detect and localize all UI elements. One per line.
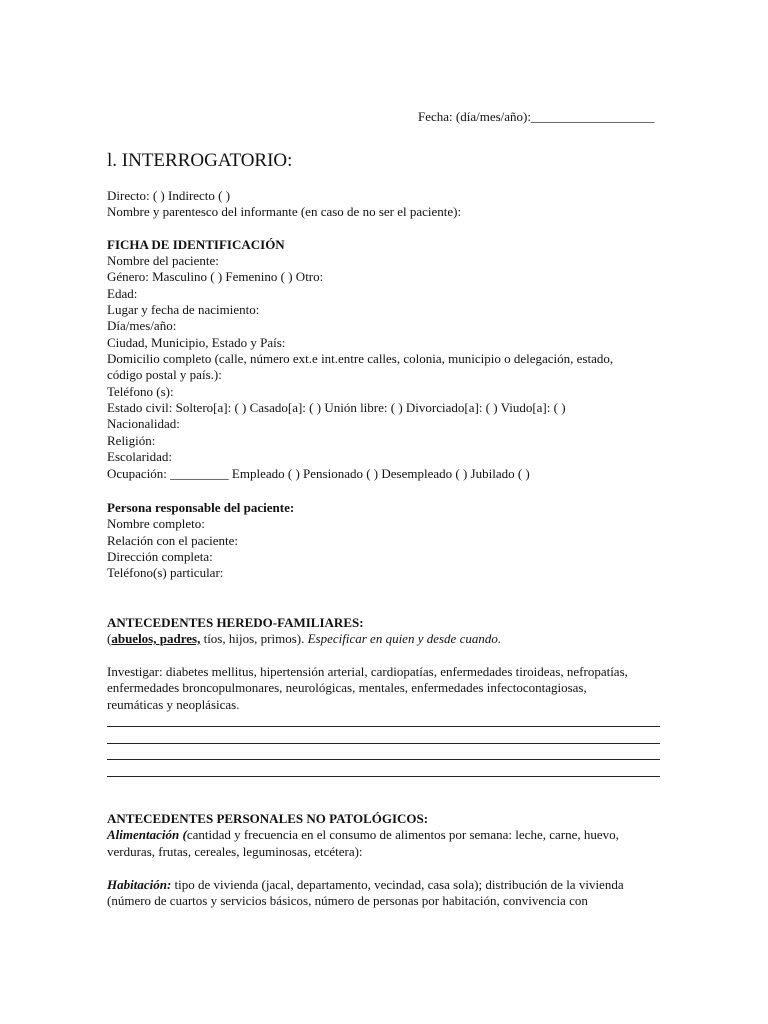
no-patologicos-heading: ANTECEDENTES PERSONALES NO PATOLÓGICOS: bbox=[107, 811, 429, 826]
answer-line[interactable] bbox=[107, 726, 660, 727]
ficha-line[interactable]: Edad: bbox=[107, 286, 138, 301]
answer-line[interactable] bbox=[107, 776, 660, 777]
ficha-line[interactable]: Teléfono (s): bbox=[107, 384, 174, 399]
responsable-line[interactable]: Relación con el paciente: bbox=[107, 533, 239, 548]
ficha-line: código postal y país.): bbox=[107, 367, 222, 382]
ficha-heading: FICHA DE IDENTIFICACIÓN bbox=[107, 237, 285, 252]
habitacion-line bbox=[107, 877, 624, 893]
date-field[interactable]: Fecha: (día/mes/año):___________________ bbox=[418, 109, 655, 124]
section-title-interrogatorio: l. INTERROGATORIO: bbox=[107, 150, 293, 171]
responsable-heading: Persona responsable del paciente: bbox=[107, 500, 295, 515]
habitacion-label: Habitación: bbox=[107, 877, 172, 892]
ficha-line[interactable]: Nacionalidad: bbox=[107, 416, 180, 431]
habitacion-text: tipo de vivienda (jacal, departamento, vecindad, casa sola); distribución de la vivienda bbox=[171, 877, 624, 892]
alimentacion-line bbox=[107, 827, 619, 843]
habitacion-line-2: (número de cuartos y servicios básicos, número de personas por habitación, convivencia con bbox=[107, 893, 588, 908]
ficha-line[interactable]: Estado civil: Soltero[a]: ( ) Casado[a]: ( ) Unión libre: ( ) Divorciado[a]: ( ) Viudo[a]: ( ) bbox=[107, 400, 566, 415]
ficha-line[interactable]: Religión: bbox=[107, 433, 156, 448]
responsable-line[interactable]: Nombre completo: bbox=[107, 516, 205, 531]
responsable-line[interactable]: Teléfono(s) particular: bbox=[107, 565, 224, 580]
answer-line[interactable] bbox=[107, 743, 660, 744]
ficha-line[interactable]: Nombre del paciente: bbox=[107, 253, 219, 268]
ficha-line[interactable]: Día/mes/año: bbox=[107, 318, 177, 333]
heredo-relatives-line bbox=[107, 631, 501, 647]
investigar-line: enfermedades broncopulmonares, neurológicas, mentales, enfermedades infectocontagiosas, bbox=[107, 680, 587, 695]
ficha-line[interactable]: Escolaridad: bbox=[107, 449, 172, 464]
alimentacion-text: cantidad y frecuencia en el consumo de alimentos por semana: leche, carne, huevo, bbox=[186, 827, 619, 842]
relatives-rest: tíos, hijos, primos). bbox=[200, 631, 308, 646]
directo-indirecto-line[interactable]: Directo: ( ) Indirecto ( ) bbox=[107, 188, 231, 203]
ficha-line[interactable]: Ocupación: _________ Empleado ( ) Pensionado ( ) Desempleado ( ) Jubilado ( ) bbox=[107, 466, 530, 481]
answer-line[interactable] bbox=[107, 759, 660, 760]
responsable-line[interactable]: Dirección completa: bbox=[107, 549, 213, 564]
alimentacion-label: Alimentación ( bbox=[107, 827, 187, 842]
paren-open: ( bbox=[107, 631, 112, 646]
informante-line[interactable]: Nombre y parentesco del informante (en caso de no ser el paciente): bbox=[107, 204, 462, 219]
relatives-instruction: Especificar en quien y desde cuando. bbox=[307, 631, 502, 646]
heredo-heading: ANTECEDENTES HEREDO-FAMILIARES: bbox=[107, 615, 364, 630]
ficha-line[interactable]: Género: Masculino ( ) Femenino ( ) Otro: bbox=[107, 269, 324, 284]
alimentacion-line-2: verduras, frutas, cereales, leguminosas, etcétera): bbox=[107, 844, 363, 859]
ficha-line[interactable]: Domicilio completo (calle, número ext.e int.entre calles, colonia, municipio o delegación, estado, bbox=[107, 351, 614, 366]
investigar-line: Investigar: diabetes mellitus, hipertensión arterial, cardiopatías, enfermedades tiroideas, nefropatías, bbox=[107, 664, 628, 679]
ficha-line[interactable]: Lugar y fecha de nacimiento: bbox=[107, 302, 260, 317]
investigar-line: reumáticas y neoplásicas. bbox=[107, 697, 240, 712]
relatives-emphasis: abuelos, padres, bbox=[111, 631, 201, 646]
ficha-line[interactable]: Ciudad, Municipio, Estado y País: bbox=[107, 335, 286, 350]
